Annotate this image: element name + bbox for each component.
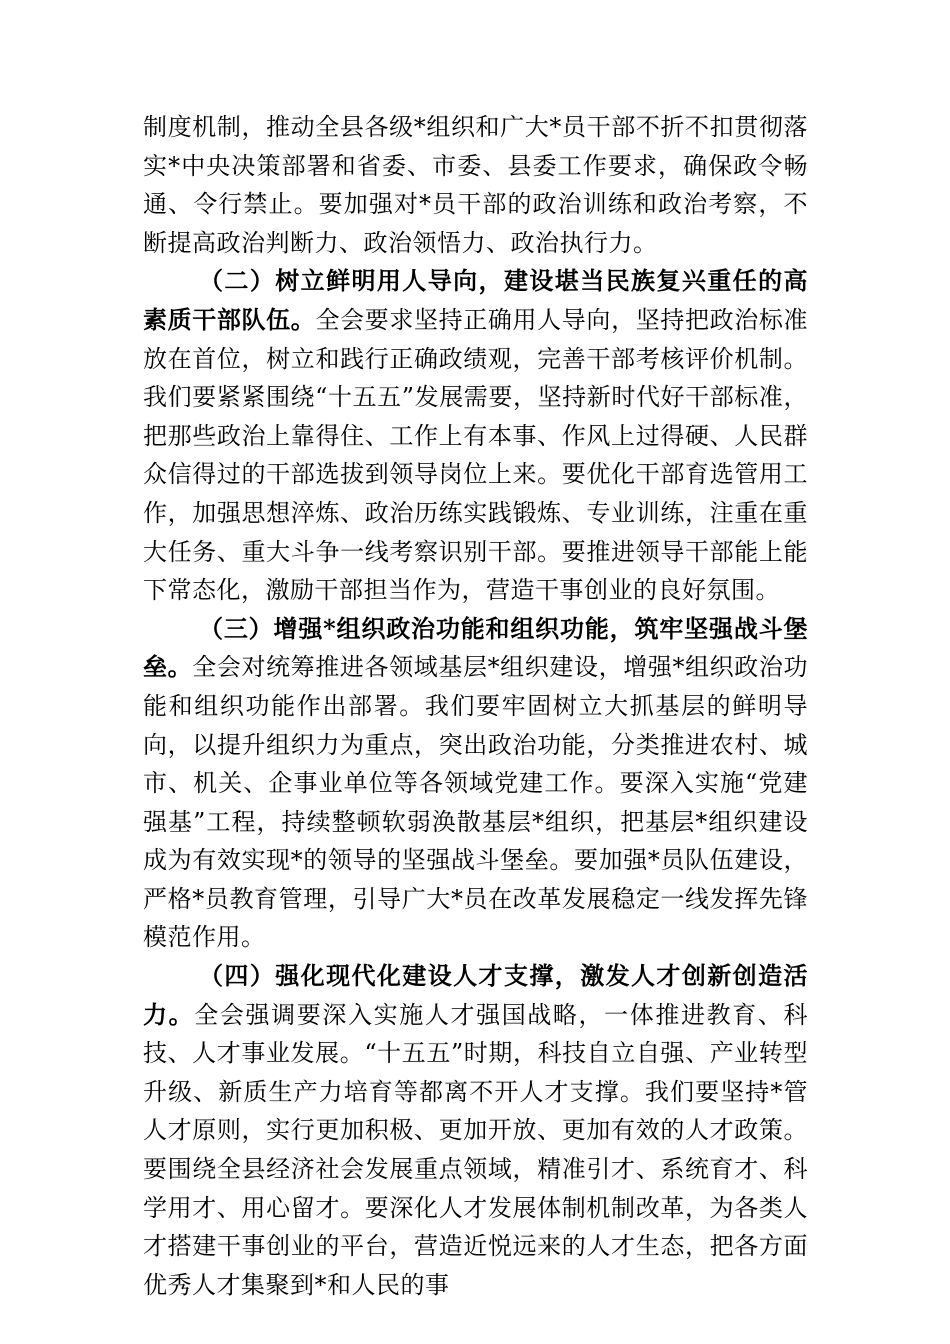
paragraph-text: 全会强调要深入实施人才强国战略，一体推进教育、科技、人才事业发展。“十五五”时期，科技自立自强、产业转型升级、新质生产力培育等都离不开人才支撑。我们要坚持*管人才原则，实行更加积极、更加开放、更加有效的人才政策。要围绕全县经济社会发展重点领域，精准引才、系统育才、科学用才、用心留才。要深化人才发展体制机制改革，为各类人才搭建干事创业的平台，营造近悦远来的人才生态，把各方面优秀人才集聚到*和人民的事 [143,1000,809,1299]
paragraph-section-2 [143,262,808,609]
paragraph-text: 制度机制，推动全县各级*组织和广大*员干部不折不扣贯彻落实*中央决策部署和省委、市委、县委工作要求，确保政令畅通、令行禁止。要加强对*员干部的政治训练和政治考察，不断提高政治判断力、政治领悟力、政治执行力。 [143,113,808,257]
paragraph-section-4 [143,957,808,1304]
section-heading-3: （三）增强*组织政治功能和组织功能，筑牢坚强战斗堡垒。 [143,613,808,682]
document-page [143,108,808,1304]
paragraph-text: 全会对统筹推进各领域基层*组织建设，增强*组织政治功能和组织功能作出部署。我们要牢固树立大抓基层的鲜明导向，以提升组织力为重点，突出政治功能，分类推进农村、城市、机关、企事业单位等各领域党建工作。要深入实施“党建强基”工程，持续整顿软弱涣散基层*组织，把基层*组织建设成为有效实现*的领导的坚强战斗堡垒。要加强*员队伍建设，严格*员教育管理，引导广大*员在改革发展稳定一线发挥先锋模范作用。 [143,653,809,952]
paragraph-text: 全会要求坚持正确用人导向，坚持把政治标准放在首位，树立和践行正确政绩观，完善干部考核评价机制。我们要紧紧围绕“十五五”发展需要，坚持新时代好干部标准，把那些政治上靠得住、工作上有本事、作风上过得硬、人民群众信得过的干部选拔到领导岗位上来。要优化干部育选管用工作，加强思想淬炼、政治历练实践锻炼、专业训练，注重在重大任务、重大斗争一线考察识别干部。要推进领导干部能上能下常态化，激励干部担当作为，营造干事创业的良好氛围。 [143,305,809,605]
section-heading-2: （二）树立鲜明用人导向，建设堪当民族复兴重任的高素质干部队伍。 [143,266,808,334]
section-heading-4: （四）强化现代化建设人才支撑，激发人才创新创造活力。 [143,961,808,1029]
paragraph-continuation [143,108,808,262]
paragraph-section-3 [143,610,808,957]
